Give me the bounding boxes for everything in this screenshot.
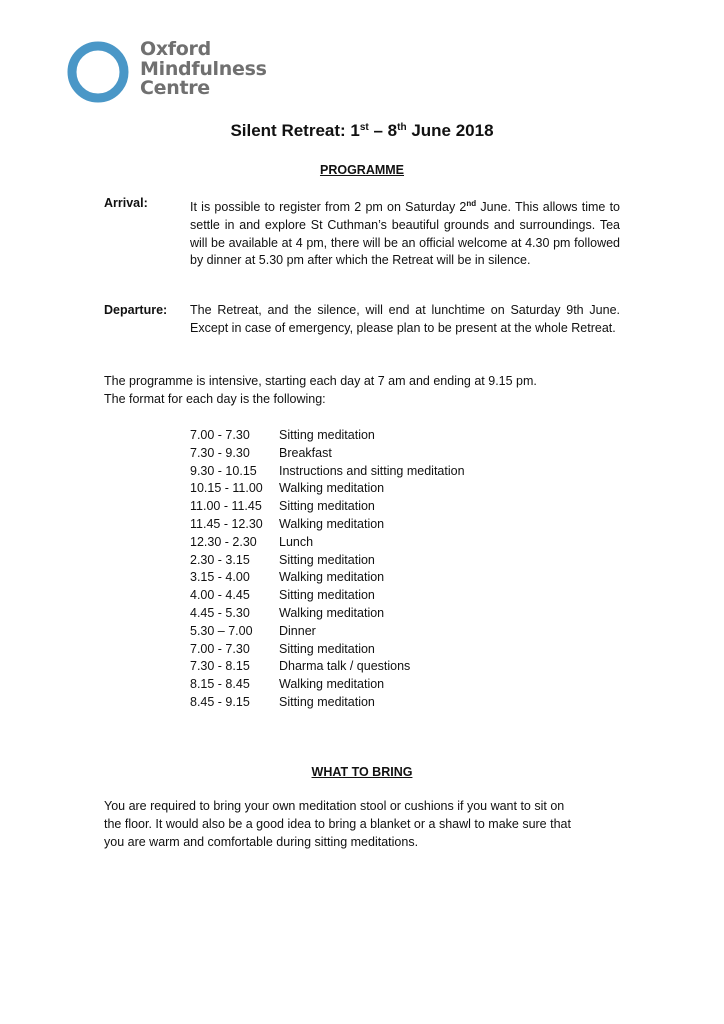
logo-line-oxford: Oxford [140, 38, 211, 60]
schedule-activity: Walking meditation [279, 677, 385, 692]
schedule-time: 8.15 - 8.45 [190, 677, 250, 692]
schedule-time: 11.45 - 12.30 [190, 516, 263, 531]
schedule-time: 2.30 - 3.15 [190, 552, 250, 567]
what-to-bring-heading: WHAT TO BRING [311, 765, 413, 779]
what-to-bring-text [104, 798, 624, 851]
logo-line-centre: Centre [140, 77, 210, 99]
schedule-time: 4.45 - 5.30 [190, 605, 250, 620]
logo-line-mindfulness: Mindfulness [140, 57, 267, 80]
departure-label: Departure: [104, 303, 168, 317]
bring-line-2: the floor. It would also be a good idea to bring a blanket or a shawl to make sure that [104, 816, 571, 831]
schedule-time: 7.30 - 8.15 [190, 659, 250, 674]
schedule-activity: Sitting meditation [279, 641, 375, 656]
page-title: Silent Retreat: 1st – 8th June 2018 [230, 121, 494, 140]
bring-line-1: You are required to bring your own meditation stool or cushions if you want to sit on [104, 799, 565, 813]
schedule-activity: Sitting meditation [279, 428, 375, 442]
intro-line-2: The format for each day is the following: [104, 391, 326, 406]
schedule-time: 7.00 - 7.30 [190, 641, 250, 656]
programme-intro [104, 373, 624, 409]
schedule-time: 11.00 - 11.45 [190, 499, 262, 514]
schedule-time: 3.15 - 4.00 [190, 570, 250, 585]
schedule-time: 9.30 - 10.15 [190, 463, 257, 478]
logo-ring-icon [66, 40, 130, 104]
schedule-activity: Sitting meditation [279, 588, 375, 603]
bring-line-3: you are warm and comfortable during sitting meditations. [104, 834, 419, 849]
schedule-time: 7.30 - 9.30 [190, 445, 250, 460]
schedule-activity: Lunch [279, 534, 314, 549]
schedule-time: 10.15 - 11.00 [190, 481, 263, 496]
schedule-time: 8.45 - 9.15 [190, 694, 250, 709]
schedule-time: 5.30 – 7.00 [190, 623, 253, 638]
schedule-time: 12.30 - 2.30 [190, 534, 257, 549]
oxford-mindfulness-centre-logo [66, 40, 276, 110]
arrival-entry [104, 195, 620, 285]
departure-text: The Retreat, and the silence, will end at lunchtime on Saturday 9th June. Except in case of emergency, please plan to be present at the whole Retreat. [190, 303, 620, 335]
schedule-activity: Instructions and sitting meditation [279, 463, 465, 478]
schedule-activity: Walking meditation [279, 516, 385, 531]
schedule-activity: Walking meditation [279, 605, 385, 620]
schedule-time: 4.00 - 4.45 [190, 588, 250, 603]
arrival-label: Arrival: [104, 196, 148, 210]
schedule-activity: Sitting meditation [279, 499, 375, 514]
intro-line-1: The programme is intensive, starting each day at 7 am and ending at 9.15 pm. [104, 374, 537, 388]
logo-wordmark [140, 40, 267, 99]
departure-entry [104, 302, 620, 356]
schedule-activity: Dharma talk / questions [279, 659, 411, 674]
schedule-activity: Walking meditation [279, 481, 385, 496]
schedule-activity: Sitting meditation [279, 694, 375, 709]
programme-heading: PROGRAMME [319, 163, 405, 177]
arrival-text: It is possible to register from 2 pm on Saturday 2nd June. This allows time to settle in and explore St Cuthman’s beautiful grounds and surroundings. Tea will be available at 4 pm, there will be an official welcome at 4.30 pm followed by dinner at 5.30 pm after which the Retreat will be in silence. [190, 199, 621, 268]
schedule-time: 7.00 - 7.30 [190, 428, 250, 442]
schedule-activity: Breakfast [279, 445, 332, 460]
schedule-activity: Dinner [279, 623, 316, 638]
schedule-activity: Sitting meditation [279, 552, 375, 567]
schedule-activity: Walking meditation [279, 570, 385, 585]
